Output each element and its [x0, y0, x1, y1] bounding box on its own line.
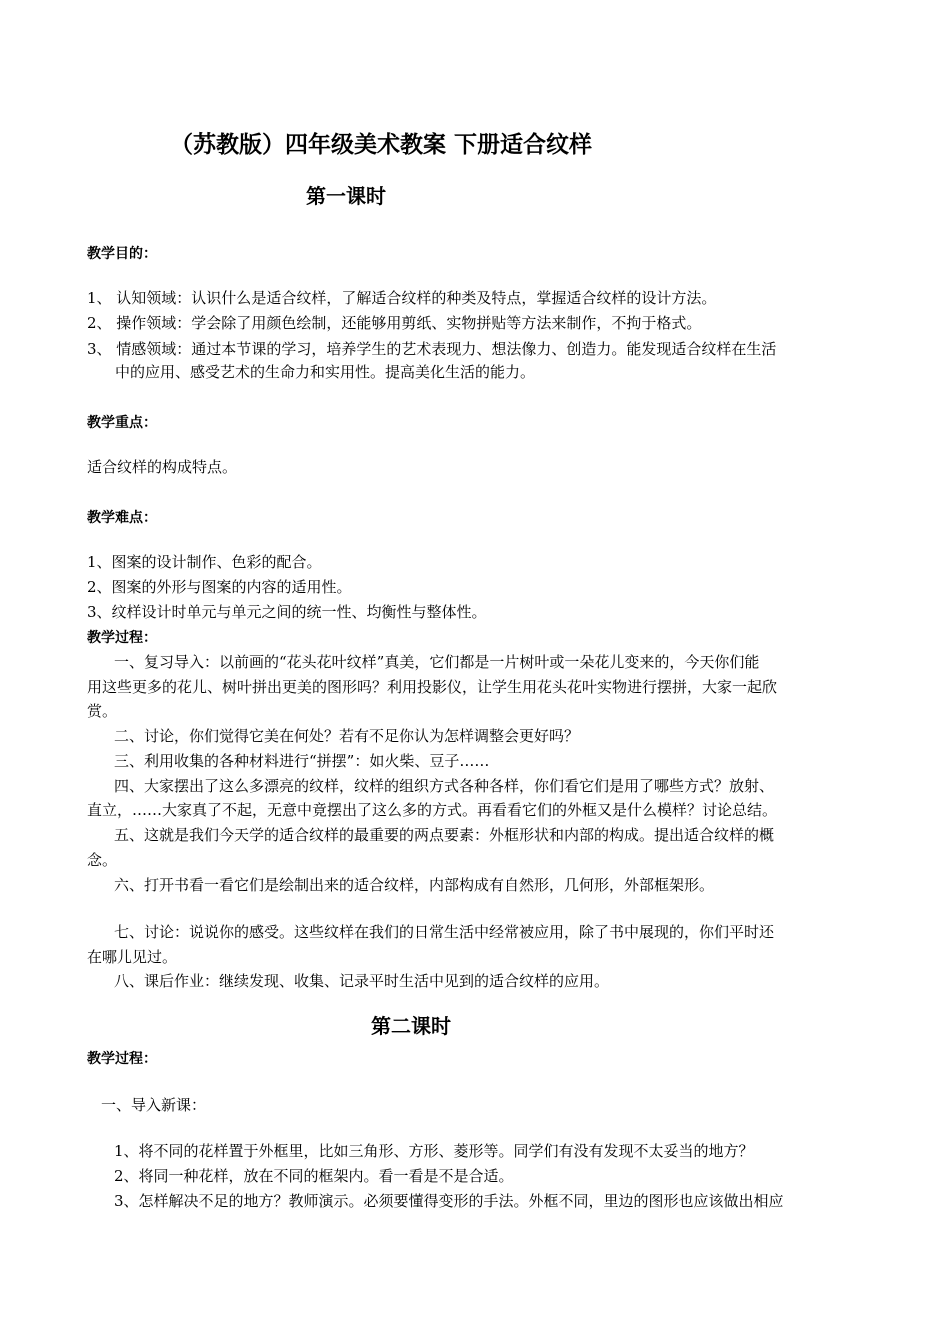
lesson2-heading: 第二课时: [371, 1014, 451, 1038]
process-label: 教学过程：: [87, 630, 157, 646]
process-line: 直立，……大家真了不起，无意中竟摆出了这么多的方式。再看看它们的外框又是什么模样？讨论总结。: [87, 801, 778, 819]
difficulty-label: 教学难点：: [87, 510, 157, 526]
process-line: 念。: [87, 851, 118, 869]
key-point-label: 教学重点：: [87, 415, 157, 431]
process-line: 五、这就是我们今天学的适合纹样的最重要的两点要素：外框形状和内部的构成。提出适合纹样的概: [114, 826, 775, 844]
process-line: 八、课后作业：继续发现、收集、记录平时生活中见到的适合纹样的应用。: [114, 972, 610, 990]
objective-item-continued: 中的应用、感受艺术的生命力和实用性。提高美化生活的能力。: [115, 363, 536, 381]
objective-item: 3、 情感领域：通过本节课的学习，培养学生的艺术表现力、想法像力、创造力。能发现适合纹样在生活: [87, 340, 777, 358]
process-line: 七、讨论：说说你的感受。这些纹样在我们的日常生活中经常被应用，除了书中展现的，你们平时还: [114, 923, 775, 941]
key-point-text: 适合纹样的构成特点。: [87, 458, 238, 476]
process-line: 三、利用收集的各种材料进行“拼摆”：如火柴、豆子……: [114, 752, 490, 770]
process-line: 在哪儿见过。: [87, 948, 178, 966]
lesson2-step: 2、将同一种花样，放在不同的框架内。看一看是不是合适。: [114, 1167, 514, 1185]
process-line: 一、复习导入：以前画的“花头花叶纹样”真美，它们都是一片树叶或一朵花儿变来的，今天你们能: [114, 653, 760, 671]
lesson2-step: 1、将不同的花样置于外框里，比如三角形、方形、菱形等。同学们有没有发现不太妥当的地方？: [114, 1142, 754, 1160]
lesson1-heading: 第一课时: [306, 184, 386, 208]
document-title: （苏教版）四年级美术教案 下册适合纹样: [170, 131, 593, 158]
lesson2-process-label: 教学过程：: [87, 1051, 157, 1067]
difficulty-item: 2、图案的外形与图案的内容的适用性。: [87, 578, 352, 596]
objective-item: 1、 认知领域：认识什么是适合纹样，了解适合纹样的种类及特点，掌握适合纹样的设计方法。: [87, 289, 717, 307]
objective-item: 2、 操作领域：学会除了用颜色绘制，还能够用剪纸、实物拼贴等方法来制作，不拘于格式。: [87, 314, 702, 332]
process-line: 赏。: [87, 702, 118, 720]
process-line: 六、打开书看一看它们是绘制出来的适合纹样，内部构成有自然形，几何形，外部框架形。: [114, 876, 715, 894]
difficulty-item: 3、纹样设计时单元与单元之间的统一性、均衡性与整体性。: [87, 603, 487, 621]
objectives-label: 教学目的：: [87, 246, 157, 262]
difficulty-item: 1、图案的设计制作、色彩的配合。: [87, 553, 322, 571]
process-line: 四、大家摆出了这么多漂亮的纹样，纹样的组织方式各种各样，你们看它们是用了哪些方式？放射、: [114, 777, 775, 795]
process-line: 二、讨论，你们觉得它美在何处？若有不足你认为怎样调整会更好吗？: [114, 727, 580, 745]
lesson2-step: 3、怎样解决不足的地方？教师演示。必须要懂得变形的手法。外框不同，里边的图形也应该做出相应: [114, 1192, 784, 1210]
lesson2-intro: 一、导入新课：: [101, 1096, 207, 1114]
process-line: 用这些更多的花儿、树叶拼出更美的图形吗？利用投影仪，让学生用花头花叶实物进行摆拼，大家一起欣: [87, 678, 778, 696]
